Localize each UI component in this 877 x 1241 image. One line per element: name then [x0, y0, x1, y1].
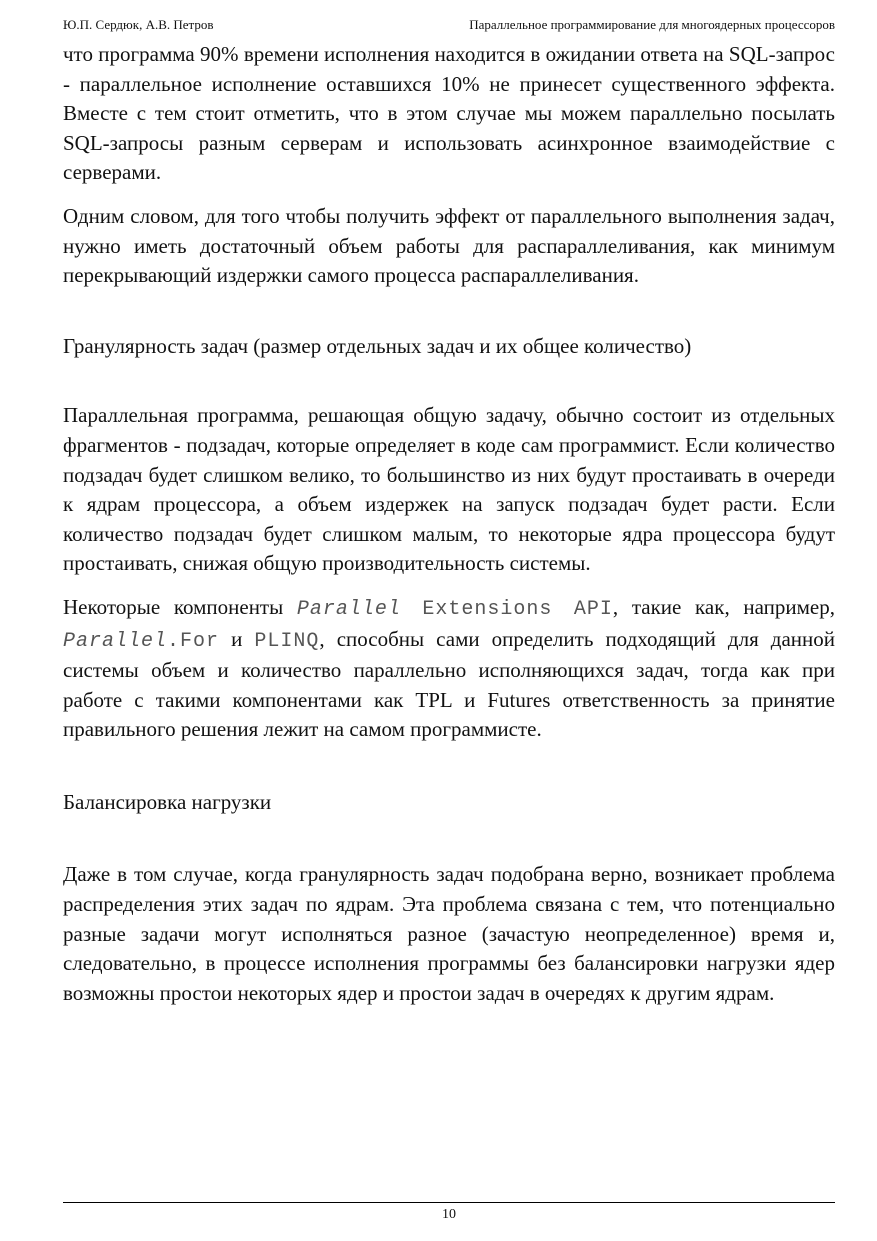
- code-plinq: PLINQ: [254, 629, 320, 653]
- text-run: Некоторые компоненты: [63, 594, 297, 619]
- paragraph-sql-example: что программа 90% времени исполнения находится в ожидании ответа на SQL-запрос - параллельное исполнение оставшихся 10% не принесет существенного эффекта. Вместе с тем стоит отметить, что в этом случае мы можем параллельно посылать SQL-запросы разным серверам и использовать асинхронное взаимодействие с серверами.: [63, 42, 835, 185]
- header-authors: Ю.П. Сердюк, А.В. Петров: [63, 17, 214, 32]
- page-body: [63, 40, 835, 1008]
- paragraph-load-balancing: Даже в том случае, когда гранулярность задач подобрана верно, возникает проблема распределения этих задач по ядрам. Эта проблема связана с тем, что потенциально разные задачи могут исполняться разное (зачастую неопределенное) время и, следовательно, в процессе исполнения программы без балансировки нагрузки ядер возможны простои некоторых ядер и простои задач в очередях к другим ядрам.: [63, 862, 835, 1005]
- paragraph-parallel-extensions: [63, 593, 835, 745]
- code-parallel: Parallel: [296, 597, 401, 621]
- section-heading-granularity: Гранулярность задач (размер отдельных задач и их общее количество): [63, 333, 692, 358]
- code-for-method: .For: [167, 629, 220, 653]
- code-extensions-api: Extensions API: [400, 597, 613, 621]
- paragraph-granularity: Параллельная программа, решающая общую задачу, обычно состоит из отдельных фрагментов - подзадач, которые определяет в коде сам программист. Если количество подзадач будет слишком велико, то большинство из них будут простаивать в очереди к ядрам процессора, а объем издержек на запуск подзадач будет расти. Если количество подзадач будет слишком малым, то некоторые ядра процессора будут простаивать, снижая общую производительность системы.: [63, 403, 835, 576]
- footer-divider: [63, 1202, 835, 1203]
- text-run: , способны сами определить подходящий для данной системы объем и количество параллельно исполняющихся задач, тогда как при работе с такими компонентами как TPL и Futures ответственность за принятие правильного решения лежит на самом программисте.: [63, 626, 835, 742]
- section-heading-load-balancing: Балансировка нагрузки: [63, 789, 272, 814]
- header-book-title: Параллельное программирование для многоядерных процессоров: [469, 17, 835, 32]
- paragraph-summary: Одним словом, для того чтобы получить эффект от параллельного выполнения задач, нужно иметь достаточный объем работы для распараллеливания, как минимум перекрывающий издержки самого процесса распараллеливания.: [63, 203, 835, 288]
- text-run: , такие как, например,: [612, 594, 836, 619]
- text-run: и: [219, 626, 255, 651]
- running-header: [63, 16, 835, 34]
- page-number: 10: [442, 1207, 456, 1222]
- code-parallel-class: Parallel: [63, 629, 168, 653]
